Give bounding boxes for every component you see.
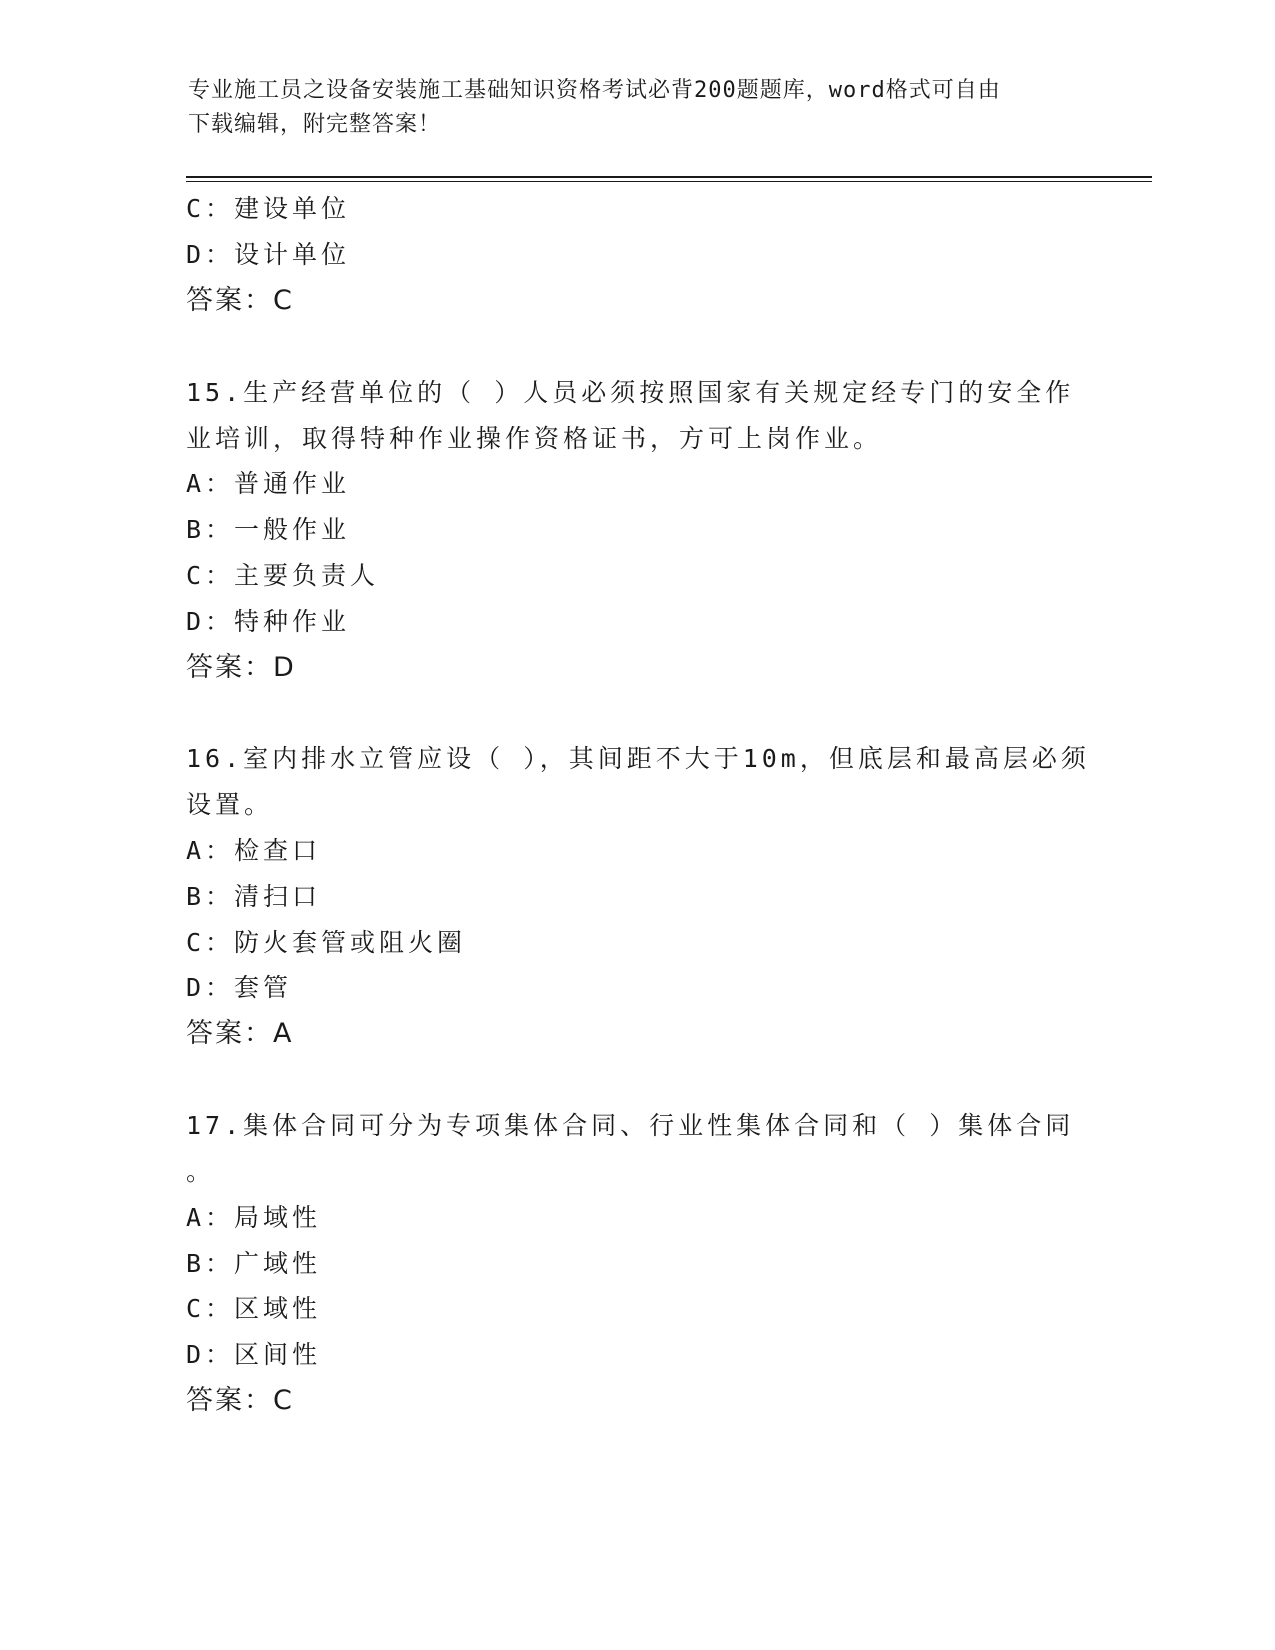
- q15-option-c: C：主要负责人: [186, 561, 380, 590]
- q15-option-b: B：一般作业: [186, 515, 351, 544]
- q14-answer: 答案：C: [186, 285, 294, 316]
- q14-option-c: C：建设单位: [186, 194, 351, 223]
- q16-option-a: A：检查口: [186, 836, 322, 865]
- q16-answer: 答案：A: [186, 1018, 294, 1049]
- q15-stem-line-1: 15.生产经营单位的（ ）人员必须按照国家有关规定经专门的安全作: [186, 378, 1075, 407]
- header-line-2: 下载编辑，附完整答案！: [188, 112, 442, 137]
- q15-stem-line-2: 业培训，取得特种作业操作资格证书，方可上岗作业。: [186, 424, 883, 453]
- q17-option-a: A：局域性: [186, 1203, 322, 1232]
- q14-option-d: D：设计单位: [186, 240, 351, 269]
- q17-stem-line-1: 17.集体合同可分为专项集体合同、行业性集体合同和（ ）集体合同: [186, 1111, 1075, 1140]
- q16-stem-line-1: 16.室内排水立管应设（ ），其间距不大于10m，但底层和最高层必须: [186, 744, 1090, 773]
- header-divider-thick: [186, 176, 1152, 178]
- q17-stem-line-2: 。: [186, 1157, 216, 1186]
- page-header: [188, 74, 1068, 142]
- q15-option-a: A：普通作业: [186, 469, 351, 498]
- header-line-1: 专业施工员之设备安装施工基础知识资格考试必背200题题库，word格式可自由: [188, 78, 1001, 103]
- q16-stem-line-2: 设置。: [186, 790, 274, 819]
- q16-option-c: C：防火套管或阻火圈: [186, 928, 467, 957]
- q17-option-b: B：广域性: [186, 1249, 322, 1278]
- q15-answer: 答案：D: [186, 652, 296, 683]
- q16-option-d: D：套管: [186, 973, 293, 1002]
- q15-option-d: D：特种作业: [186, 607, 351, 636]
- q17-answer: 答案：C: [186, 1385, 294, 1416]
- q16-option-b: B：清扫口: [186, 882, 322, 911]
- header-divider-thin: [186, 181, 1152, 182]
- q17-option-d: D：区间性: [186, 1340, 322, 1369]
- q17-option-c: C：区域性: [186, 1294, 322, 1323]
